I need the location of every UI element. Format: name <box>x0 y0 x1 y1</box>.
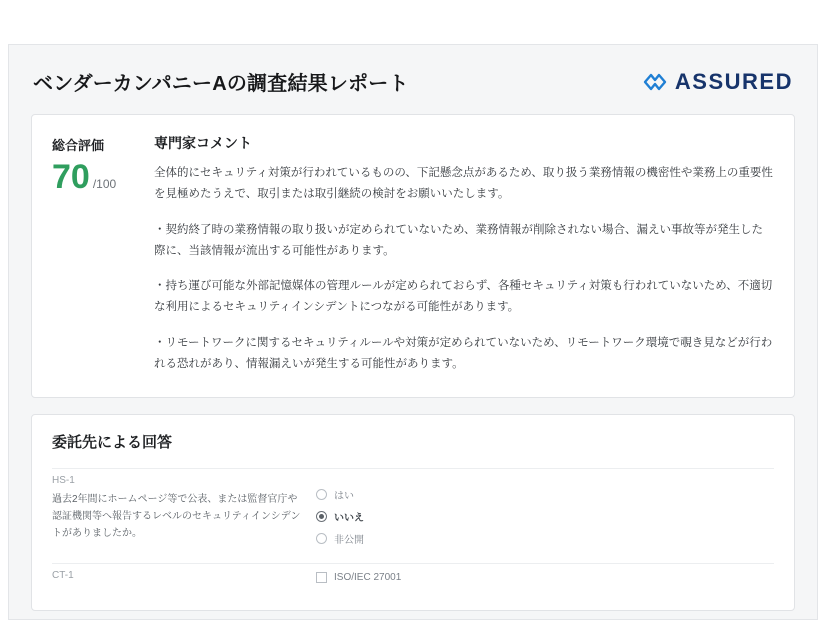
summary-card <box>31 114 795 398</box>
checkbox-option[interactable] <box>316 572 774 583</box>
option-label: ISO/IEC 27001 <box>334 572 402 584</box>
question-text-block <box>52 570 316 590</box>
option-label: 非公開 <box>334 535 364 547</box>
radio-option[interactable] <box>316 487 774 502</box>
assured-check-logo-icon <box>642 71 668 93</box>
comment-paragraph: ・契約終了時の業務情報の取り扱いが定められていないため、業務情報が削除されない場合、漏えい事故等が発生した際に、当該情報が流出する可能性があります。 <box>154 223 764 257</box>
comment-paragraph: ・持ち運び可能な外部記憶媒体の管理ルールが定められておらず、各種セキュリティ対策も行われていないため、不適切な利用によるセキュリティインシデントにつながる可能性があります。 <box>154 280 773 314</box>
brand-name: ASSURED <box>674 68 793 94</box>
question-text: 過去2年間にホームページ等で公表、または監督官庁や認証機関等へ報告するレベルのセキュリティインシデントがありましたか。 <box>52 494 301 540</box>
brand <box>642 69 793 95</box>
score-label: 総合評価 <box>52 138 105 153</box>
radio-icon[interactable] <box>316 489 327 500</box>
score-block <box>52 133 148 375</box>
radio-option[interactable] <box>316 509 774 524</box>
expert-comment-title: 専門家コメント <box>154 135 252 151</box>
radio-option[interactable] <box>316 531 774 546</box>
question-row <box>52 468 774 563</box>
answers-card <box>31 414 795 611</box>
question-code: HS-1 <box>52 475 75 487</box>
question-row <box>52 563 774 600</box>
score-max: /100 <box>92 177 117 191</box>
comment-paragraph: ・リモートワークに関するセキュリティルールや対策が定められていないため、リモートワーク環境で覗き見などが行われる恐れがあり、情報漏えいが発生する可能性があります。 <box>154 336 773 370</box>
report-header <box>9 45 817 114</box>
question-options <box>316 570 774 590</box>
checkbox-icon[interactable] <box>316 572 327 583</box>
score-value: 70 <box>52 158 90 196</box>
option-label: いいえ <box>334 513 364 525</box>
radio-icon-selected[interactable] <box>316 511 327 522</box>
comment-paragraph: 全体的にセキュリティ対策が行われているものの、下記懸念点があるため、取り扱う業務情報の機密性や業務上の重要性を見極めたうえで、取引または取引継続の検討をお願いいたします。 <box>154 167 773 201</box>
answers-title: 委託先による回答 <box>52 434 173 452</box>
question-options <box>316 475 774 553</box>
score-row <box>52 160 148 194</box>
question-text-block <box>52 475 316 553</box>
question-code: CT-1 <box>52 570 74 582</box>
radio-icon[interactable] <box>316 533 327 544</box>
expert-comment-block <box>148 133 774 375</box>
page-title: ベンダーカンパニーAの調査結果レポート <box>33 73 409 95</box>
option-label: はい <box>334 491 354 503</box>
report-page <box>8 44 818 620</box>
